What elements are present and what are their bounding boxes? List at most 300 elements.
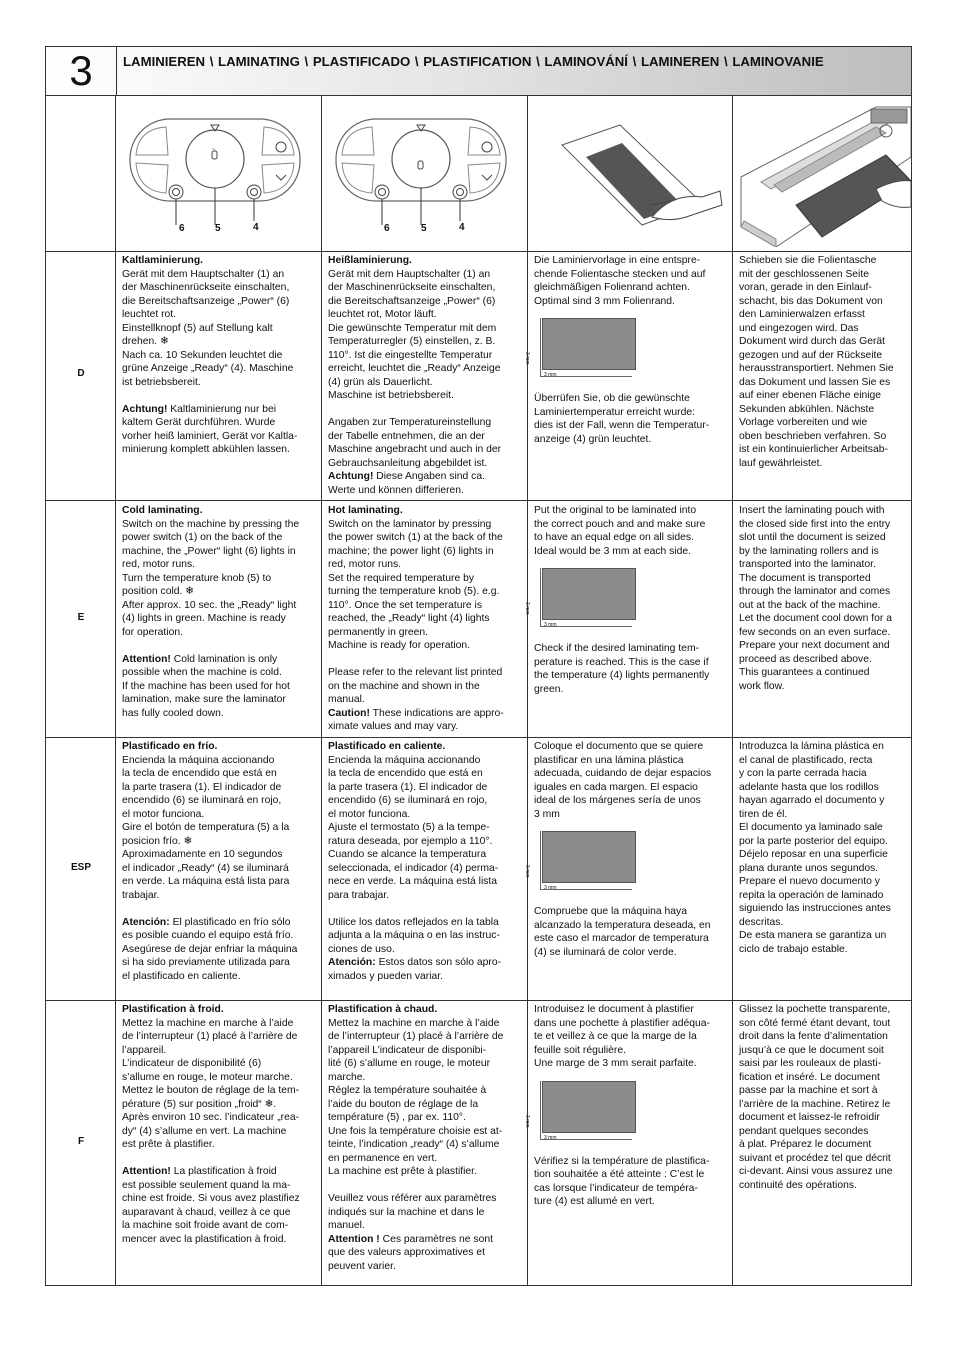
figure-label-6: 6 — [384, 223, 390, 234]
cell-pouch-F — [524, 1003, 730, 1209]
text-line: l’appareil L’indicateur de disponibi- — [328, 1044, 487, 1056]
text-line: the power switch (1) at the back of the — [328, 532, 503, 543]
cell-cold-ESP — [122, 740, 318, 983]
text-line: work flow. — [739, 680, 785, 692]
document-sheet — [542, 1081, 636, 1133]
spacer — [122, 389, 318, 403]
text-line: Coloque el documento que se quiere — [534, 741, 704, 752]
row-language-label: F — [77, 1136, 85, 1147]
text-line: la parte trasera (1). El indicador de — [328, 781, 488, 793]
control-panel-cold-figure — [126, 115, 311, 240]
text-line: mencer avec la plastification à froid. — [122, 1233, 287, 1245]
note-text: Diese Angaben sind ca. — [373, 471, 485, 482]
text-line: Compruebe que la máquina haya — [534, 906, 687, 917]
text-line: Angaben zur Temperatureinstellung — [328, 417, 492, 428]
text-line: through the laminator and comes — [739, 586, 891, 597]
text-line: schacht, bis das Dokument von — [739, 295, 883, 307]
text-line: Réglez la température souhaitée à — [328, 1085, 487, 1096]
spacer — [122, 1152, 318, 1166]
text-line: Maschine angebracht und auch in der — [328, 444, 502, 455]
text-line: reached, the „Ready“ light (4) lights — [328, 613, 490, 624]
text-line: manual. — [328, 694, 365, 705]
text-line: ciones de uso. — [328, 943, 395, 955]
text-line: la machine soit froide avant de com- — [122, 1220, 289, 1231]
margin-diagram — [524, 831, 636, 891]
margin-line — [540, 568, 541, 626]
grid-line — [732, 95, 733, 1285]
note — [122, 1165, 318, 1179]
cell-heading: Hot laminating. — [328, 505, 403, 516]
note-label: Caution! — [328, 707, 370, 719]
text-line: transported into the laminator. — [739, 559, 876, 570]
text-line: Laminiertemperatur erreicht wurde: — [534, 406, 695, 418]
cell-insert-D — [739, 254, 909, 470]
note-label: Attention! — [122, 653, 171, 665]
cell-hot-D — [328, 254, 524, 497]
grid-line — [46, 251, 911, 252]
text-line: leuchtet rot, Motor läuft. — [328, 309, 437, 320]
text-line: el motor funciona. — [328, 808, 411, 820]
text-line: slot until the document is seized — [739, 532, 886, 543]
text-line: Let the document cool down for a — [739, 613, 892, 624]
text-line: lauf gewährleistet. — [739, 457, 823, 469]
cell-heading: Plastificado en frío. — [122, 741, 218, 752]
text-line: perature is reached. This is the case if — [534, 656, 709, 668]
text-line: machine; the power light (6) lights in — [328, 545, 494, 557]
text-line: de l’interrupteur (1) placé à l’arrière de — [328, 1031, 504, 1042]
text-line: Set the required temperature by — [328, 572, 475, 584]
text-line: adecuada, cuidando de dejar espacios — [534, 768, 712, 779]
text-line: vorher heiß laminiert, Gerät vor Kaltla- — [122, 430, 298, 442]
cell-insert-E — [739, 504, 909, 693]
text-line: que des valeurs approximatives et — [328, 1247, 485, 1258]
text-line: 110°. Once the set temperature is — [328, 599, 483, 611]
margin-label-horizontal: 3 mm — [544, 885, 557, 891]
text-line: De esta manera se garantiza un — [739, 930, 887, 941]
note-text: Estos datos son sólo apro- — [375, 957, 502, 968]
cell-heading: Heißlaminierung. — [328, 255, 412, 266]
note — [122, 653, 318, 667]
document-sheet — [542, 831, 636, 883]
text-line: plastificar en una lámina plástica — [534, 754, 684, 766]
text-line: proceed as described above. — [739, 653, 872, 665]
document-sheet — [542, 568, 636, 620]
text-line: Asegúrese de dejar enfriar la máquina — [122, 943, 298, 955]
text-line: Introduzca la lámina plástica en — [739, 741, 884, 752]
text-line: repita la operación de laminado — [739, 889, 884, 901]
text-line: the closed side first into the entry — [739, 518, 891, 530]
text-line: ximados y pueden variar. — [328, 970, 443, 982]
section-title: LAMINIEREN \ LAMINATING \ PLASTIFICADO \ PLASTIFICATION \ LAMINOVÁNÍ \ LAMINEREN \ LAMINOVANIE — [123, 54, 824, 69]
text-line: gezogen und auf der Rückseite — [739, 349, 883, 361]
text-line: turning the temperature knob (5). e.g. — [328, 586, 500, 597]
text-line: Gerät mit dem Hauptschalter (1) an — [122, 268, 285, 280]
text-line: pérature (5) sur position „froid“ ❄. — [122, 1098, 277, 1110]
text-line: minierung komplett abkühlen lassen. — [122, 444, 290, 455]
text-line: Une fois la température choisie est at- — [328, 1125, 503, 1137]
text-line: en permanence en vert. — [328, 1152, 438, 1164]
text-line: Machine is ready for operation. — [328, 640, 471, 651]
text-line: possible when the machine is cold. — [122, 667, 282, 678]
text-line: power switch (1) on the back of the — [122, 532, 283, 543]
laminator-machine-figure — [736, 97, 911, 247]
margin-line — [540, 1081, 541, 1139]
text-line: ratura deseada, por ejemplo a 110°. — [328, 835, 493, 847]
text-line: machine, the „Power“ light (6) lights in — [122, 545, 296, 557]
text-line: température (5) , par ex. 110°. — [328, 1112, 466, 1123]
text-line: Maschine ist betriebsbereit. — [328, 390, 454, 401]
text-line: The document is transported — [739, 572, 871, 584]
text-line: nece en verde. La máquina está lista — [328, 876, 498, 887]
text-line: seleccionada, el indicador (4) perma- — [328, 862, 499, 874]
text-line: Vérifiez si la température de plastifica- — [534, 1155, 710, 1167]
note-label: Atención: — [122, 916, 170, 928]
text-line: Werte und können differieren. — [328, 484, 464, 496]
text-line: the correct pouch and and make sure — [534, 518, 706, 530]
text-line: el canal de plastificado, recta — [739, 754, 873, 766]
text-line: Sekunden abkühlen. Nächste — [739, 403, 875, 415]
grid-line — [115, 95, 116, 1285]
cell-cold-F — [122, 1003, 318, 1246]
margin-label-horizontal: 3 mm — [544, 372, 557, 378]
text-line: Check if the desired laminating tem- — [534, 643, 699, 654]
text-line: document et laissez-le refroidir — [739, 1112, 880, 1123]
cell-hot-E — [328, 504, 524, 734]
text-line: suivant et procédez tel que décrit — [739, 1152, 891, 1164]
text-line: Une marge de 3 mm serait parfaite. — [534, 1058, 697, 1069]
text-line: adelante hasta que los rodillos — [739, 781, 879, 793]
section-header — [46, 47, 911, 96]
text-line: Prepare your next document and — [739, 640, 890, 651]
text-line: trabajar. — [122, 889, 160, 901]
text-line: Mettez le bouton de réglage de la tem- — [122, 1085, 300, 1096]
text-line: dies ist der Fall, wenn die Temperatur- — [534, 420, 710, 431]
spacer — [328, 403, 524, 417]
text-line: mit der geschlossenen Seite — [739, 268, 869, 280]
figure-label-4: 4 — [253, 222, 259, 233]
margin-label-vertical: 3 mm — [524, 865, 530, 878]
note-label: Attention! — [122, 1166, 171, 1177]
grid-line — [46, 1000, 911, 1001]
text-line: est prête à plastifier. — [122, 1139, 215, 1150]
cell-heading: Plastification à chaud. — [328, 1004, 438, 1015]
text-line: à plat. Préparez le document — [739, 1139, 872, 1150]
margin-line — [540, 831, 541, 889]
text-line: si ha sido previamente utilizada para — [122, 957, 290, 968]
text-line: Optimal sind 3 mm Folienrand. — [534, 295, 675, 307]
text-line: Die gewünschte Temperatur mit dem — [328, 322, 497, 334]
text-line: dans une pochette à plastifier adéqua- — [534, 1017, 710, 1029]
control-panel-hot-figure — [332, 115, 517, 240]
note-label: Attention ! — [328, 1233, 380, 1245]
text-line: l’arrière de la machine. Retirez le — [739, 1098, 891, 1110]
text-line: Ajuste el termostato (5) a la tempe- — [328, 822, 490, 833]
note-text: Cold lamination is only — [170, 653, 278, 665]
text-line: y con la parte cerrada hacia — [739, 768, 867, 779]
text-line: es posible cuando el equipo está frío. — [122, 930, 294, 941]
text-line: red, motor runs. — [328, 559, 402, 570]
text-line: ci-devant. Ainsi vous assurez une — [739, 1166, 893, 1177]
cell-heading: Cold laminating. — [122, 505, 203, 516]
text-line: der Maschinenrückseite einschalten, — [122, 282, 290, 293]
text-line: Mettez la machine en marche à l’aide — [122, 1017, 294, 1029]
text-line: der Tabelle entnehmen, die an der — [328, 430, 485, 442]
text-line: Gebrauchsanleitung abgebildet ist. — [328, 457, 488, 469]
note-text: Ces paramètres ne sont — [379, 1233, 493, 1245]
text-line: Gerät mit dem Hauptschalter (1) an — [328, 268, 491, 280]
text-line: ciclo de trabajo estable. — [739, 943, 848, 955]
text-line: (4) se iluminará de color verde. — [534, 946, 677, 958]
text-line: el motor funciona. — [122, 808, 205, 820]
margin-label-vertical: 3 mm — [524, 352, 530, 365]
text-line: tion souhaitée a été atteinte : C’est le — [534, 1169, 705, 1180]
text-line: 110°. Ist die eingestellte Temperatur — [328, 349, 493, 361]
note-label: Achtung! — [328, 471, 374, 482]
text-line: ist ein kontinuierlicher Arbeitsab- — [739, 444, 888, 455]
cell-heading: Plastification à froid. — [122, 1004, 224, 1015]
grid-line — [527, 95, 528, 1285]
text-line: Glissez la pochette transparente, — [739, 1004, 891, 1015]
figure-label-5: 5 — [215, 223, 221, 234]
text-line: plana durante unos segundos. — [739, 862, 879, 874]
text-line: red, motor runs. — [122, 559, 196, 570]
text-line: peuvent varier. — [328, 1260, 396, 1272]
text-line: de l’interrupteur (1) placé à l’arrière de — [122, 1031, 298, 1042]
figure-label-5: 5 — [421, 223, 427, 234]
text-line: Switch on the laminator by pressing — [328, 518, 492, 530]
text-line: drehen. ❄ — [122, 336, 169, 347]
text-line: permanently in green. — [328, 626, 429, 638]
text-line: ideal de los márgenes sería de unos — [534, 795, 701, 806]
text-line: indiqués sur la machine et dans le — [328, 1206, 485, 1218]
text-line: l’aide du bouton de réglage de la — [328, 1098, 479, 1110]
text-line: manuel. — [328, 1220, 365, 1231]
text-line: chine est froide. Si vous avez plastifiez — [122, 1193, 300, 1204]
svg-text:~: ~ — [212, 147, 216, 153]
text-line: out at the back of the machine. — [739, 599, 881, 611]
note-label: Atención: — [328, 957, 376, 968]
text-line: continuité des opérations. — [739, 1179, 857, 1191]
margin-line — [540, 318, 541, 376]
text-line: Déjelo reposar en una superficie — [739, 849, 888, 860]
text-line: Aproximadamente en 10 segundos — [122, 849, 283, 860]
cell-hot-F — [328, 1003, 524, 1273]
text-line: saisi par les rouleaux de plasti- — [739, 1058, 882, 1069]
text-line: teinte, l’indication „ready“ (4) s’allume — [328, 1139, 500, 1150]
text-line: adjunta a la máquina o en las instruc- — [328, 930, 500, 941]
text-line: 3 mm — [534, 808, 560, 820]
text-line: kaltem Gerät durchführen. Wurde — [122, 417, 276, 428]
text-line: After approx. 10 sec. the „Ready“ light — [122, 599, 297, 611]
text-line: alcanzado la temperatura deseada, en — [534, 919, 711, 931]
text-line: Insert the laminating pouch with — [739, 505, 885, 516]
text-line: lamination, make sure the laminator — [122, 694, 286, 705]
spacer — [122, 639, 318, 653]
text-line: en verde. La máquina está lista para — [122, 876, 290, 887]
text-line: encendido (6) se iluminará en rojo, — [122, 795, 282, 806]
text-line: chende Folientasche stecken und auf — [534, 268, 706, 280]
text-line: l’appareil. — [122, 1044, 167, 1056]
text-line: Schieben sie die Folientasche — [739, 255, 877, 266]
text-line: Nach ca. 10 Sekunden leuchtet die — [122, 349, 283, 361]
text-line: Encienda la máquina accionando — [122, 754, 275, 766]
text-line: el plastificado en caliente. — [122, 970, 241, 982]
text-line: Cuando se alcance la temperatura — [328, 849, 487, 860]
text-line: the temperature (4) lights permanently — [534, 670, 710, 681]
text-line: marche. — [328, 1071, 366, 1083]
grid-line — [46, 737, 911, 738]
text-line: este caso el marcador de temperatura — [534, 933, 709, 944]
margin-diagram — [524, 1081, 636, 1141]
text-line: encendido (6) se iluminará en rojo, — [328, 795, 488, 806]
text-line: feuille soit régulière. — [534, 1044, 626, 1056]
text-line: cas lorsque l’indicateur de tempéra- — [534, 1182, 698, 1194]
text-line: position cold. ❄ — [122, 586, 194, 597]
instruction-sheet — [45, 46, 912, 1286]
text-line: das Dokument und lassen Sie es — [739, 376, 891, 388]
text-line: la tecla de encendido que está en — [328, 768, 483, 779]
document-sheet — [542, 318, 636, 370]
margin-label-horizontal: 3 mm — [544, 622, 557, 628]
text-line: Überrüfen Sie, ob die gewünschte — [534, 393, 690, 404]
text-line: L’indicateur de disponibilité (6) — [122, 1058, 262, 1069]
text-line: to have an equal edge on all sides. — [534, 532, 694, 543]
cell-cold-E — [122, 504, 318, 720]
figure-label-6: 6 — [179, 223, 185, 234]
text-line: herausstransportiert. Nehmen Sie — [739, 363, 894, 374]
note — [122, 403, 318, 417]
text-line: die Bereitschaftsanzeige „Power“ (6) — [122, 295, 290, 307]
pouch-insert-figure — [532, 105, 727, 245]
note — [122, 916, 318, 930]
text-line: (4) lights in green. Machine is ready — [122, 613, 286, 624]
cell-insert-F — [739, 1003, 909, 1192]
spacer — [122, 902, 318, 916]
text-line: Encienda la máquina accionando — [328, 754, 481, 766]
cell-pouch-E — [524, 504, 730, 696]
note-label: Achtung! — [122, 403, 168, 415]
spacer — [328, 653, 524, 667]
text-line: und eingezogen wird. Das — [739, 322, 859, 334]
margin-label-vertical: 3 mm — [524, 1114, 530, 1127]
text-line: Mettez la machine en marche à l’aide — [328, 1017, 500, 1029]
margin-label-vertical: 3 mm — [524, 602, 530, 615]
margin-label-horizontal: 3 mm — [544, 1134, 557, 1141]
text-line: droit dans la fente d’alimentation — [739, 1031, 888, 1042]
text-line: voran, gerade in den Einlauf- — [739, 282, 872, 293]
cell-pouch-ESP — [524, 740, 730, 959]
text-line: el indicador „Ready“ (4) se iluminará — [122, 862, 289, 874]
text-line: Prepare el nuevo documento y — [739, 876, 880, 887]
cell-pouch-D — [524, 254, 730, 446]
grid-line — [321, 95, 322, 1285]
text-line: pendant quelques secondes — [739, 1125, 869, 1137]
text-line: Veuillez vous référer aux paramètres — [328, 1193, 497, 1204]
text-line: erreicht, leuchtet die „Ready“ Anzeige — [328, 363, 501, 374]
text-line: Utilice los datos reflejados en la tabla — [328, 916, 499, 928]
text-line: ist betriebsbereit. — [122, 376, 201, 388]
note — [328, 707, 524, 721]
text-line: die Bereitschaftsanzeige „Power“ (6) — [328, 295, 496, 307]
text-line: This guarantees a continued — [739, 667, 870, 678]
note-text: These indications are appro- — [369, 707, 504, 719]
note — [328, 1233, 524, 1247]
text-line: Put the original to be laminated into — [534, 505, 697, 516]
margin-diagram — [524, 318, 636, 378]
text-line: Turn the temperature knob (5) to — [122, 572, 272, 584]
text-line: est possible seulement quand la ma- — [122, 1179, 291, 1191]
grid-line — [46, 500, 911, 501]
text-line: leuchtet rot. — [122, 309, 177, 320]
text-line: lité (6) s’allume en rouge, le moteur — [328, 1058, 491, 1069]
text-line: iguales en cada margen. El espacio — [534, 781, 698, 793]
text-line: Einstellknopf (5) auf Stellung kalt — [122, 322, 273, 334]
text-line: grüne Anzeige „Ready“ (4). Maschine — [122, 363, 294, 374]
text-line: siguiendo las instrucciones antes — [739, 903, 891, 914]
text-line: hayan agarrado el documento y — [739, 795, 885, 806]
text-line: Temperaturregler (5) einstellen, z. B. — [328, 336, 496, 347]
text-line: para trabajar. — [328, 889, 389, 901]
text-line: gleichmäßigen Folienrand achten. — [534, 282, 690, 293]
text-line: green. — [534, 683, 564, 695]
text-line: (4) grün als Dauerlicht. — [328, 376, 433, 388]
cell-heading: Kaltlaminierung. — [122, 255, 204, 266]
text-line: Introduisez le document à plastifier — [534, 1004, 694, 1015]
text-line: La machine est prête à plastifier. — [328, 1166, 477, 1177]
text-line: tiren de él. — [739, 808, 788, 820]
row-language-label: E — [77, 612, 85, 623]
text-line: on the machine and shown in the — [328, 680, 480, 692]
text-line: Dokument wird durch das Gerät — [739, 336, 886, 347]
text-line: Switch on the machine by pressing the — [122, 518, 300, 530]
row-language-label: ESP — [70, 862, 91, 873]
spacer — [328, 902, 524, 916]
text-line: few seconds on an even surface. — [739, 626, 891, 638]
note-text: Kaltlaminierung nur bei — [167, 403, 277, 415]
text-line: has fully cooled down. — [122, 707, 224, 719]
text-line: auparavant à chaud, veillez à ce que — [122, 1206, 291, 1218]
text-line: fication et inséré. Le document — [739, 1071, 880, 1083]
section-number: 3 — [46, 47, 117, 95]
text-line: by the laminating rollers and is — [739, 545, 879, 557]
figure-label-4: 4 — [459, 222, 465, 233]
row-language-label: D — [77, 368, 85, 379]
text-line: Please refer to the relevant list printed — [328, 667, 503, 678]
text-line: Vorlage vorbereiten und wie — [739, 417, 868, 428]
cell-cold-D — [122, 254, 318, 457]
text-line: ximate values and may vary. — [328, 721, 459, 732]
text-line: Gire el botón de temperatura (5) a la — [122, 822, 290, 833]
text-line: son côté fermé étant devant, tout — [739, 1017, 891, 1029]
text-line: Après environ 10 sec. l’indicateur „rea- — [122, 1112, 300, 1123]
text-line: Die Laminiervorlage in eine entspre- — [534, 255, 701, 266]
text-line: ture (4) est allumé en vert. — [534, 1196, 655, 1207]
note-text: La plastification à froid — [170, 1166, 277, 1177]
note-text: El plastificado en frío sólo — [169, 916, 291, 928]
cell-insert-ESP — [739, 740, 909, 956]
text-line: jusqu’à ce que le document soit — [739, 1044, 884, 1056]
text-line: anzeige (4) grün leuchtet. — [534, 433, 652, 445]
text-line: passe par la machine et sort à — [739, 1085, 878, 1096]
cell-heading: Plastificado en caliente. — [328, 741, 446, 752]
margin-diagram — [524, 568, 636, 628]
text-line: la tecla de encendido que está en — [122, 768, 277, 779]
text-line: descritas. — [739, 916, 784, 928]
text-line: posicion frío. ❄ — [122, 835, 193, 847]
text-line: Ideal would be 3 mm at each side. — [534, 545, 691, 557]
cell-hot-ESP — [328, 740, 524, 983]
text-line: oben beschrieben verfahren. So — [739, 430, 887, 442]
